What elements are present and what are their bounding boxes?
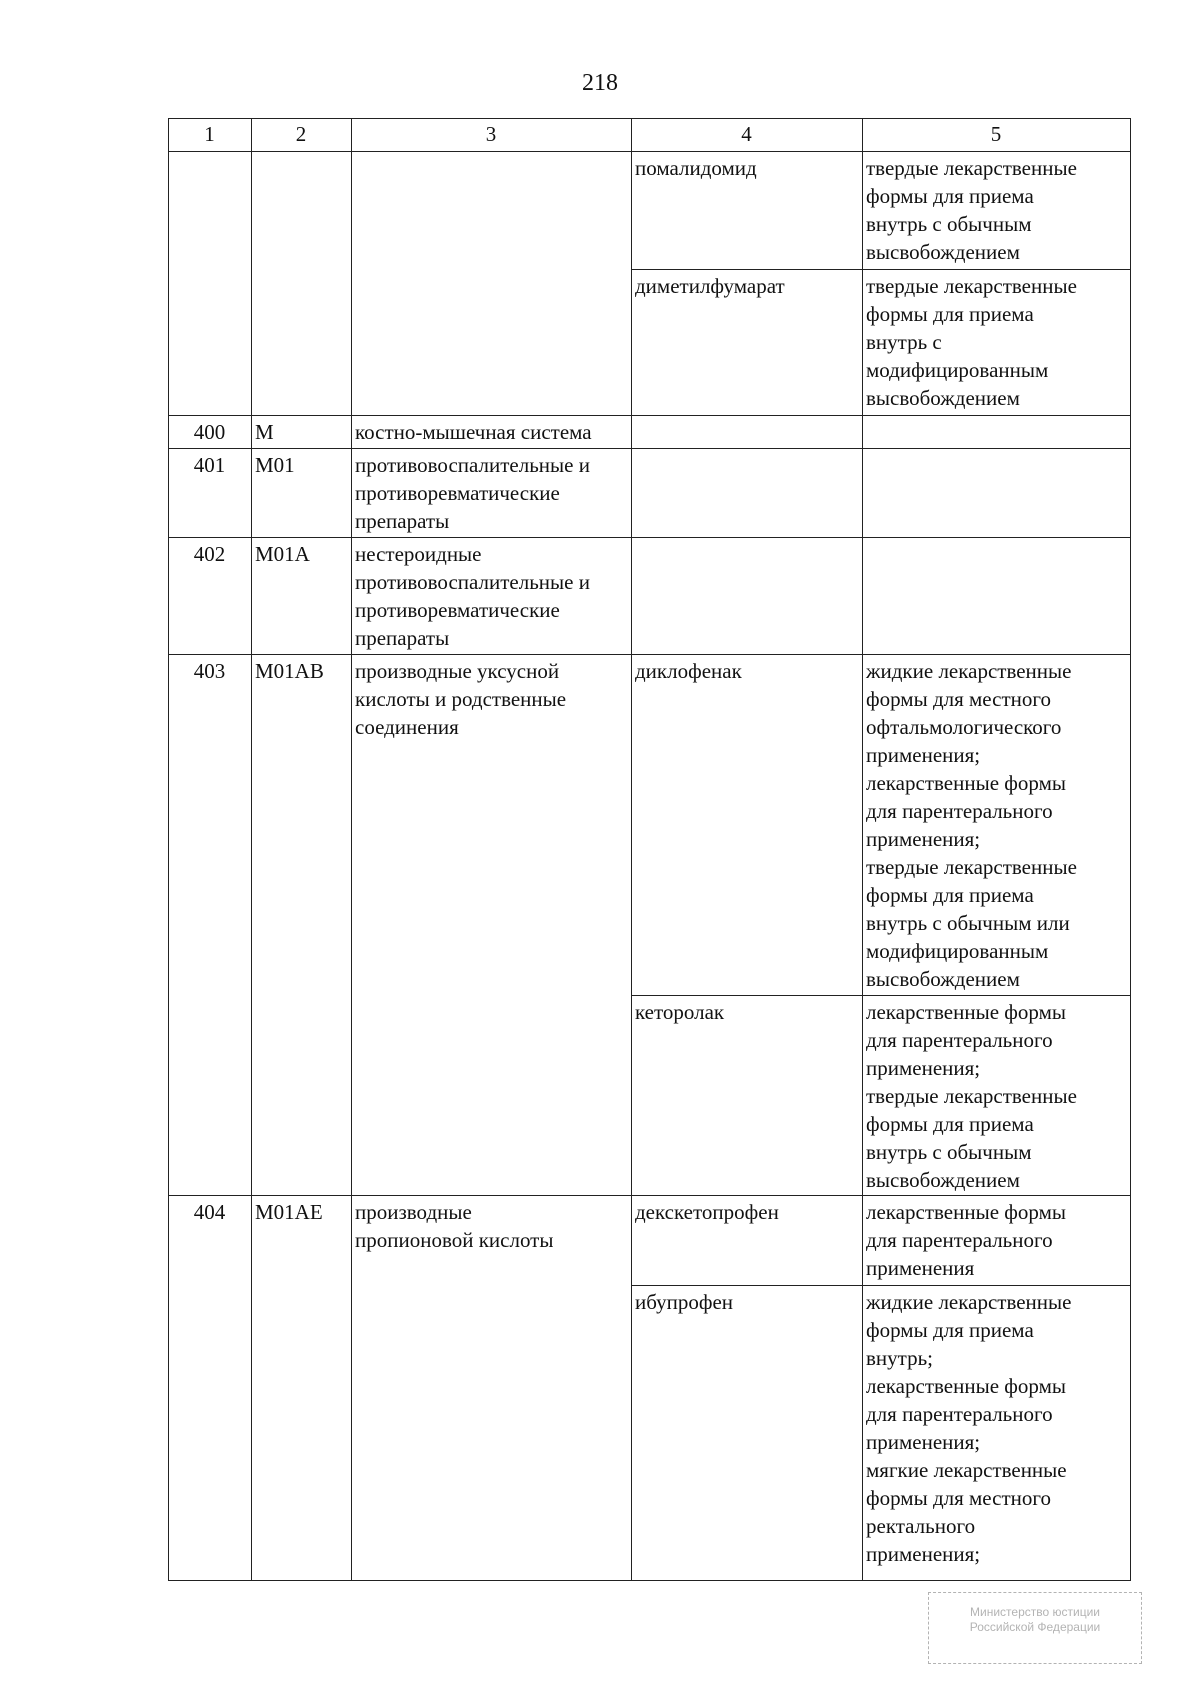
table-cell-drug: кеторолак — [635, 1000, 725, 1024]
table-cell-form: жидкие лекарственные формы для местного офтальмологического применения; лекарственные формы для парентерального применения; твердые лекарственные формы для приема внутрь с обычным или модифицированным высвобождением — [866, 659, 1077, 991]
table-cell-drug: диклофенак — [635, 659, 742, 683]
table-cell-form: твердые лекарственные формы для приема внутрь с модифицированным высвобождением — [866, 274, 1077, 410]
table-cell-form: твердые лекарственные формы для приема внутрь с обычным высвобождением — [866, 156, 1077, 264]
table-cell-number: 401 — [193, 453, 226, 477]
table-cell-group: костно-мышечная система — [355, 420, 592, 444]
drug-table — [168, 118, 1131, 1581]
table-cell-form: жидкие лекарственные формы для приема внутрь; лекарственные формы для парентерального применения; мягкие лекарственные формы для местного ректального применения; — [866, 1290, 1072, 1566]
table-cell-code: M01AB — [255, 659, 324, 683]
table-cell-number: 402 — [193, 542, 226, 566]
table-cell-code: M — [255, 420, 274, 444]
page-number: 218 — [582, 70, 618, 96]
table-cell-group: нестероидные противовоспалительные и противоревматические препараты — [355, 542, 590, 650]
table-cell-code: M01A — [255, 542, 310, 566]
table-cell-group: производные пропионовой кислоты — [355, 1200, 554, 1252]
header-col-1: 1 — [204, 122, 215, 146]
table-cell-code: M01AE — [255, 1200, 323, 1224]
table-cell-number: 400 — [193, 420, 226, 444]
table-cell-drug: ибупрофен — [635, 1290, 734, 1314]
header-col-3: 3 — [485, 122, 497, 146]
table-cell-number: 403 — [193, 659, 226, 683]
table-cell-number: 404 — [193, 1200, 226, 1224]
table-cell-drug: диметилфумарат — [635, 274, 785, 298]
table-cell-drug: помалидомид — [635, 156, 757, 180]
header-col-5: 5 — [990, 122, 1002, 146]
table-cell-group: производные уксусной кислоты и родственные соединения — [355, 659, 567, 739]
table-cell-form: лекарственные формы для парентерального применения — [866, 1200, 1066, 1280]
table-cell-group: противовоспалительные и противоревматические препараты — [355, 453, 590, 533]
table-cell-drug: декскетопрофен — [635, 1200, 779, 1224]
registration-stamp — [928, 1592, 1142, 1664]
stamp-text: Министерство юстиции Российской Федерации — [969, 1605, 1101, 1634]
table-cell-form: лекарственные формы для парентерального применения; твердые лекарственные формы для приема внутрь с обычным высвобождением — [866, 1000, 1077, 1192]
header-col-2: 2 — [295, 122, 307, 146]
header-col-4: 4 — [741, 122, 752, 146]
table-cell-code: M01 — [255, 453, 295, 477]
